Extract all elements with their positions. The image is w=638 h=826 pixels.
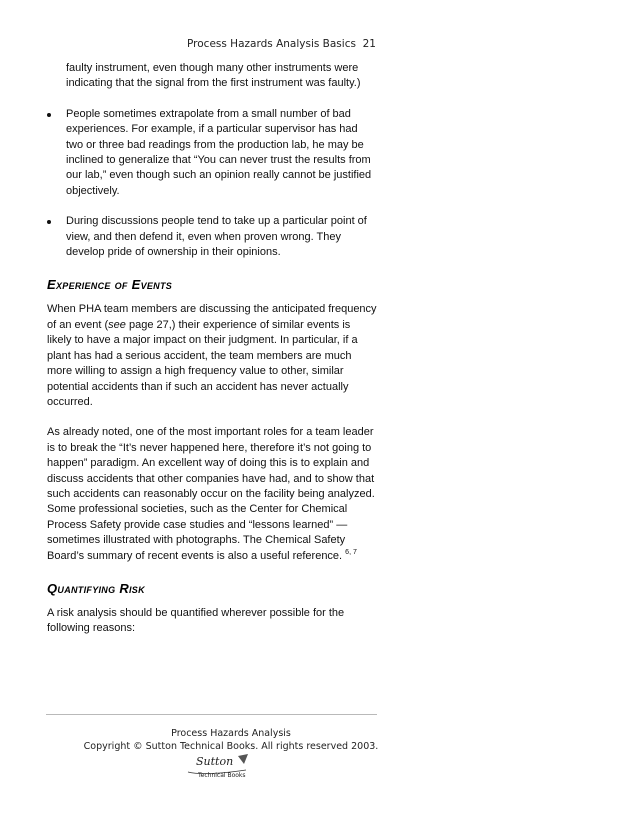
bullet-continuation: faulty instrument, even though many other instruments were indicating that the signal from the first instrument was faulty.) (66, 62, 361, 90)
page-number: 21 (362, 38, 376, 50)
bullet-dot-icon (47, 113, 51, 117)
paragraph: When PHA team members are discussing the anticipated frequency of an event (see page 27,) their experience of similar events is likely to have a major impact on their judgment. In particular, if a plant has had a serious accident, the team members are much more willing to assign a high frequency value to other, similar potential accidents than if such an accident has never actually occurred. (47, 303, 377, 408)
footer-title: Process Hazards Analysis (171, 728, 291, 739)
bullet-item (47, 214, 377, 260)
page-footer (46, 727, 416, 753)
bullet-text: During discussions people tend to take up a particular point of view, and then defend it, even when proven wrong. They develop pride of ownership in their opinions. (66, 215, 367, 259)
footer-copyright: Copyright © Sutton Technical Books. All rights reserved 2003. (83, 741, 379, 752)
running-title: Process Hazards Analysis Basics (187, 38, 356, 50)
logo-script: Sutton (196, 755, 234, 768)
logo-caption: Technical Books (198, 772, 246, 779)
footer-divider (46, 714, 377, 715)
reference-superscript: 6, 7 (345, 548, 357, 556)
section-heading-quantifying: Quantifying Risk (47, 580, 145, 596)
paragraph: A risk analysis should be quantified wherever possible for the following reasons: (47, 606, 345, 635)
sutton-logo (186, 752, 256, 780)
bullet-text: People sometimes extrapolate from a small number of bad experiences. For example, if a particular supervisor has had two or three bad readings from the production lab, he may be inclined to generalize that “You can never trust the results from our lab,” even though such an opinion really cannot be justified objectively. (66, 107, 372, 197)
bullet-dot-icon (47, 220, 51, 224)
running-header (187, 38, 376, 50)
page-body (47, 61, 377, 637)
bullet-item (47, 107, 377, 199)
section-heading-experience: Experience of Events (47, 277, 173, 293)
paragraph: As already noted, one of the most important roles for a team leader is to break the “It’s never happened here, therefore it’s not going to happen” paradigm. An excellent way of doing this is to explain and discuss accidents that other companies have had, and to show that such accidents can reasonably occur on the facility being analyzed. Some professional societies, such as the Center for Chemical Process Safety provide case studies and “lessons learned” — sometimes illustrated with photographs. The Chemical Safety Board’s summary of recent events is also a useful reference. $^{6, 7}$ (47, 426, 375, 562)
